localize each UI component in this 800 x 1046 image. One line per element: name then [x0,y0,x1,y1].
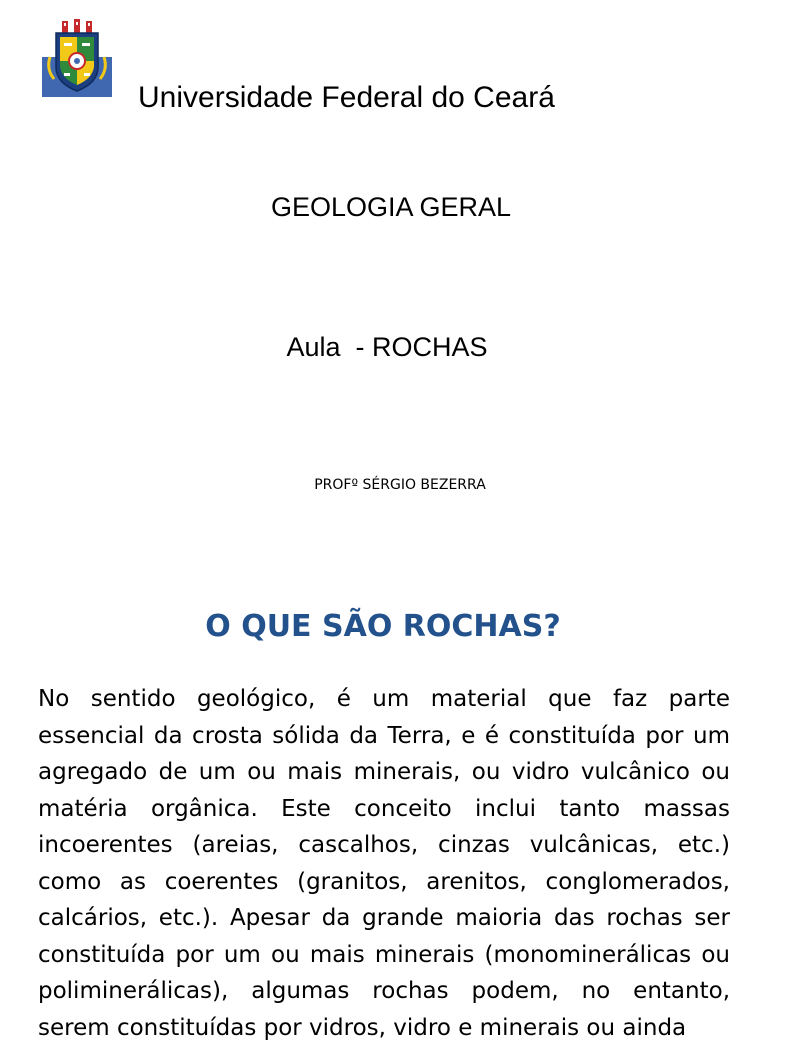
section-paragraph: No sentido geológico, é um material que faz parte essencial da crosta sólida da Terra, e é constituída por um agregado de um ou mais minerais, ou vidro vulcânico ou matéria orgânica. Este conceito inclui tanto massas incoerentes (areias, cascalhos, cinzas vulcânicas, etc.) como as coerentes (granitos, arenitos, conglomerados, calcários, etc.). Apesar da grande maioria das rochas ser constituída por um ou mais minerais (monominerálicas ou poliminerálicas), algumas rochas podem, no entanto, serem constituídas por vidros, vidro e minerais ou ainda [38,686,730,1041]
university-name: Universidade Federal do Ceará [138,81,555,114]
section-title: O QUE SÃO ROCHAS? [205,609,561,644]
ufc-coat-of-arms-icon [42,17,112,97]
course-title: GEOLOGIA GERAL [270,192,512,222]
lesson-title: Aula - ROCHAS [286,332,488,362]
professor-name: PROFº SÉRGIO BEZERRA [314,477,486,493]
